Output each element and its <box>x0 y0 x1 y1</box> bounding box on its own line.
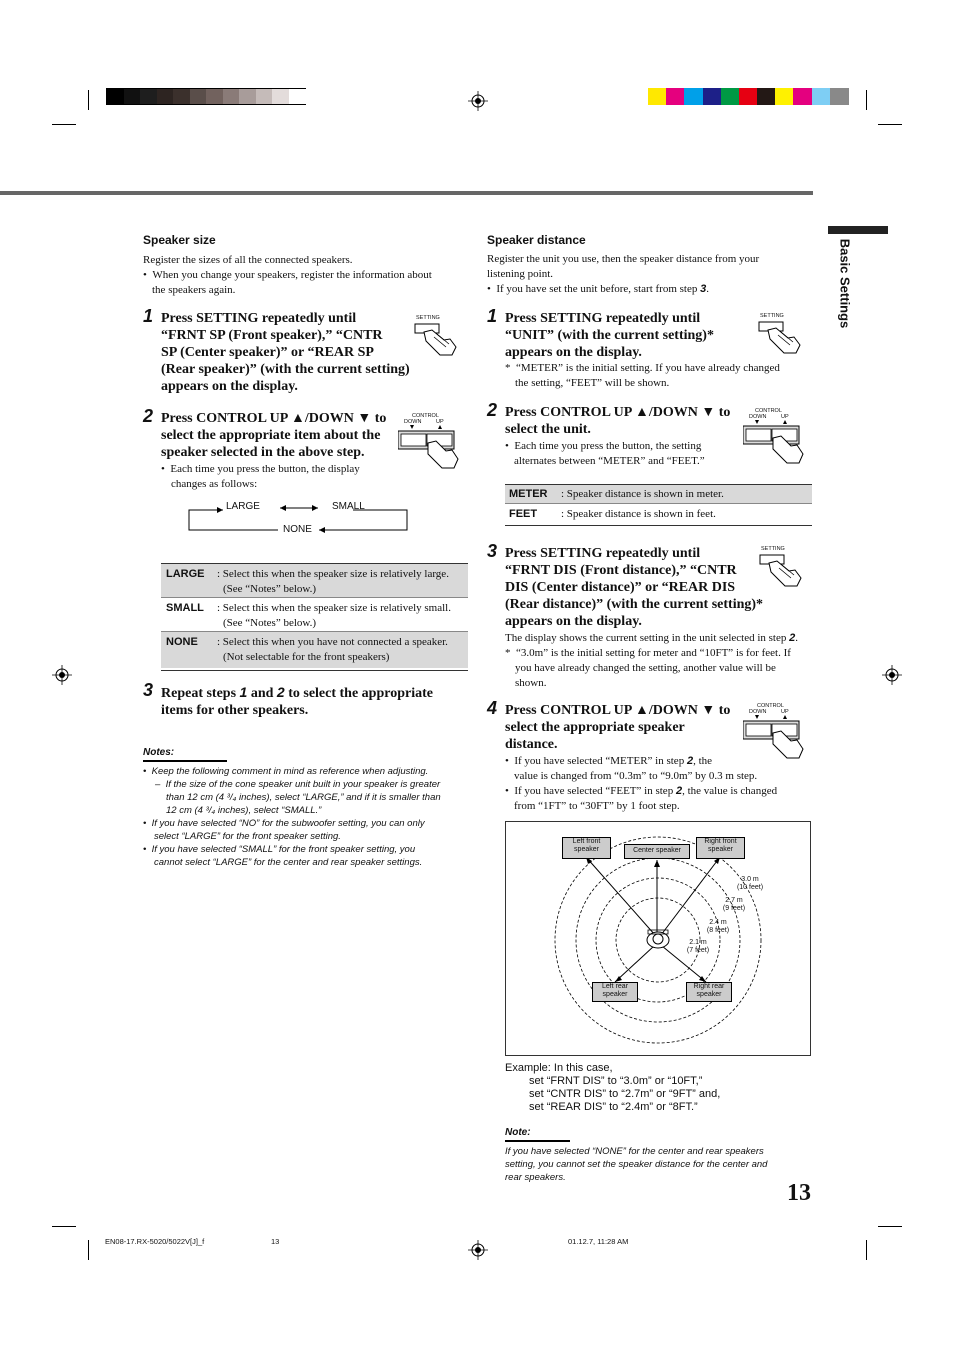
step-ref: 2 <box>675 785 683 797</box>
diagram-label: Right front speaker <box>704 838 737 853</box>
hand-press-icon <box>758 546 808 590</box>
row-text <box>217 635 467 665</box>
bullet-item: • If you have selected “METER” in step 2, the <box>505 755 713 767</box>
color-swatch <box>190 89 207 104</box>
distance-label <box>716 897 752 913</box>
diagram-label: Right rear speaker <box>693 983 725 998</box>
step-number: 3 <box>143 680 154 700</box>
bullet-item: • When you change your speakers, register the information about <box>143 269 432 281</box>
listener-icon <box>647 930 669 948</box>
crop-mark <box>88 90 89 110</box>
icon-label: CONTROL <box>757 703 784 709</box>
crop-mark <box>52 124 76 125</box>
step-number: 1 <box>487 306 498 326</box>
distance-value: (10 feet) <box>736 884 764 891</box>
step-line: Press CONTROL UP ▲/DOWN ▼ to <box>505 405 731 420</box>
step-line: “FRNT DIS (Front distance),” “CNTR <box>505 563 737 578</box>
row-line: (See “Notes” below.) <box>223 583 317 595</box>
diagram-label: Center speaker <box>633 847 681 854</box>
note-title: Note: <box>505 1127 531 1138</box>
page-number: 13 <box>787 1180 811 1206</box>
text-span: and <box>247 686 277 701</box>
asterisk-note <box>505 361 805 391</box>
step-ref: 2 <box>686 755 694 767</box>
note-text: setting, you cannot set the speaker distance for the center and <box>505 1159 768 1170</box>
header-rule <box>0 191 813 195</box>
distance-value: 2.7 m <box>725 897 743 904</box>
bullet-text: If you have selected “METER” in step <box>514 755 687 767</box>
flow-small: SMALL <box>332 501 365 512</box>
setting-button-icon <box>758 546 808 590</box>
distance-label <box>732 876 768 892</box>
icon-label: SETTING <box>761 546 785 552</box>
example-line: Example: In this case, <box>505 1062 613 1074</box>
speaker-distance-heading: Speaker distance <box>487 233 586 247</box>
bullet-text: from “1FT” to “30FT” by 1 foot step. <box>514 800 680 812</box>
row-line: : Select this when you have not connected a speaker. <box>217 636 448 648</box>
step-line: appears on the display. <box>505 614 642 629</box>
note-line: * “3.0m” is the initial setting for meter and “10FT” is for feet. If <box>505 647 791 659</box>
setting-button-icon <box>757 313 807 357</box>
icon-label: UP <box>781 709 789 715</box>
distance-value: 3.0 m <box>741 876 759 883</box>
step-line: Press SETTING repeatedly until <box>505 546 701 561</box>
color-swatch <box>124 89 141 104</box>
distance-value: (9 feet) <box>722 905 746 912</box>
step-line: distance. <box>505 737 558 752</box>
step-line: speaker selected in the above step. <box>161 445 365 460</box>
crop-mark <box>52 1226 76 1227</box>
note-text: than 12 cm (4 ³/₄ inches), select “LARGE,” and if it is smaller than <box>166 792 441 803</box>
diagram-label: Left front speaker <box>572 838 601 853</box>
bullet-text: changes as follows: <box>171 478 258 490</box>
row-key: FEET <box>509 508 538 520</box>
step-line: Press SETTING repeatedly until <box>505 311 701 326</box>
bullet-text: If you have selected “FEET” in step <box>514 785 676 797</box>
color-swatch <box>206 89 223 104</box>
note-text: 12 cm (4 ³/₄ inches), select “SMALL.” <box>166 805 322 816</box>
distance-value: (7 feet) <box>686 947 710 954</box>
crop-mark <box>878 1226 902 1227</box>
step-4-bullets <box>505 754 810 814</box>
color-swatch <box>721 88 740 105</box>
icon-label: SETTING <box>416 315 440 321</box>
bullet-text: When you change your speakers, register the information about <box>152 269 432 281</box>
speaker-size-intro: Register the sizes of all the connected speakers. <box>143 254 353 266</box>
bullet-text: If you have set the unit before, start from step <box>496 283 701 295</box>
icon-label: UP <box>781 414 789 420</box>
text-span: Repeat steps <box>161 686 240 701</box>
notes-title: Notes: <box>143 747 175 758</box>
color-swatch <box>812 88 831 105</box>
step-1-text <box>161 310 431 395</box>
note-text: If you have selected “SMALL” for the front speaker setting, you <box>151 844 416 855</box>
distance-label <box>680 939 716 955</box>
flow-none: NONE <box>283 524 312 535</box>
hand-press-icon <box>743 408 805 468</box>
left-rear-speaker <box>592 982 638 1002</box>
bullet-item: • If you have selected “FEET” in step 2, the value is changed <box>505 785 778 797</box>
color-swatch <box>666 88 685 105</box>
color-swatch <box>739 88 758 105</box>
footer-date: 01.12.7, 11:28 AM <box>568 1237 629 1246</box>
note-text: the setting, “FEET” will be shown. <box>515 377 670 389</box>
color-swatch <box>173 89 190 104</box>
step-line: select the unit. <box>505 422 591 437</box>
icon-label: CONTROL <box>412 413 439 419</box>
bullet-item: • Each time you press the button, the display <box>161 463 360 475</box>
intro-line: Register the unit you use, then the speaker distance from your <box>487 253 760 265</box>
step-line: select the appropriate item about the <box>161 428 381 443</box>
row-key: NONE <box>166 636 198 648</box>
hand-press-icon <box>410 315 460 359</box>
step-ref: 3 <box>700 283 707 295</box>
bullet-text: the speakers again. <box>152 284 236 296</box>
row-divider <box>161 631 468 632</box>
registration-mark-icon <box>52 665 72 685</box>
color-swatch <box>757 88 776 105</box>
step-line: Press CONTROL UP ▲/DOWN ▼ to <box>161 411 387 426</box>
note-text: shown. <box>515 677 547 689</box>
right-front-speaker <box>696 837 745 859</box>
icon-label: DOWN <box>749 709 767 715</box>
color-swatch <box>223 89 240 104</box>
row-line: (See “Notes” below.) <box>223 617 317 629</box>
crop-mark <box>878 124 902 125</box>
footer-file: EN08-17.RX-5020/5022V[J]_f <box>105 1237 205 1246</box>
step-3-desc <box>505 631 815 691</box>
control-button-icon <box>743 408 805 468</box>
unit-row-feet <box>509 507 537 522</box>
intro-line: listening point. <box>487 268 553 280</box>
note-item: • If you have selected “NO” for the subwoofer setting, you can only <box>143 818 425 829</box>
icon-label: SETTING <box>760 313 784 319</box>
note-item: – If the size of the cone speaker unit built in your speaker is greater <box>155 779 441 790</box>
note-text: If you have selected “NONE” for the center and rear speakers <box>505 1146 764 1157</box>
distance-value: 2.1 m <box>689 939 707 946</box>
notes-list <box>143 765 473 869</box>
note-line: * “METER” is the initial setting. If you have already changed <box>505 362 780 374</box>
color-swatch <box>239 89 256 104</box>
row-line: (Not selectable for the front speakers) <box>223 651 390 663</box>
bullet-text: , the value is changed <box>682 785 778 797</box>
example-line: set “CNTR DIS” to “2.7m” or “9FT” and, <box>529 1088 721 1100</box>
desc-line: The display shows the current setting in the unit selected in step 2. <box>505 632 798 644</box>
unit-row-meter <box>509 487 548 502</box>
side-tab-label: Basic Settings <box>837 238 853 329</box>
distance-step-3-text <box>505 545 785 630</box>
color-swatch <box>272 89 289 104</box>
step-line: Press SETTING repeatedly until <box>161 311 357 326</box>
color-swatch <box>830 88 849 105</box>
step-line: “UNIT” (with the current setting)* <box>505 328 714 343</box>
row-line: : Select this when the speaker size is relatively large. <box>217 568 449 580</box>
icon-label: DOWN <box>404 419 422 425</box>
note-text: “METER” is the initial setting. If you have already changed <box>516 362 780 374</box>
note-text: select “LARGE” for the front speaker setting. <box>154 831 341 842</box>
row-key: LARGE <box>166 568 205 580</box>
step-line: appears on the display. <box>505 345 642 360</box>
hand-press-icon <box>398 413 460 473</box>
crop-mark <box>866 1240 867 1260</box>
note-item: • If you have selected “SMALL” for the front speaker setting, you <box>143 844 416 855</box>
note-item: • Keep the following comment in mind as reference when adjusting. <box>143 766 429 777</box>
side-tab-bar <box>828 226 888 234</box>
step-line: (Rear distance)” (with the current setting)* <box>505 597 764 612</box>
color-swatch <box>157 89 174 104</box>
step-line: items for other speakers. <box>161 703 309 718</box>
distance-step-4-text <box>505 702 745 753</box>
color-swatch <box>256 89 273 104</box>
note-text: “3.0m” is the initial setting for meter and “10FT” is for feet. If <box>516 647 791 659</box>
bullet-item: • Each time you press the button, the setting <box>505 440 702 452</box>
color-bar-grays <box>106 88 306 105</box>
row-key: SMALL <box>166 602 204 614</box>
step-line: Press CONTROL UP ▲/DOWN ▼ to <box>505 703 731 718</box>
step-ref: 2 <box>276 684 285 700</box>
color-swatch <box>107 89 124 104</box>
registration-mark-icon <box>468 1240 488 1260</box>
row-divider <box>161 597 468 598</box>
color-swatch <box>289 89 306 104</box>
step-number: 2 <box>143 406 154 426</box>
size-row-large <box>166 567 205 582</box>
note-body <box>505 1145 815 1184</box>
registration-mark-icon <box>882 665 902 685</box>
step-2-text <box>161 410 401 461</box>
bullet-text: value is changed from “0.3m” to “9.0m” by 0.3 m step. <box>514 770 758 782</box>
notes-underline <box>143 760 227 762</box>
control-button-icon <box>398 413 460 473</box>
distance-step-2-text <box>505 404 745 438</box>
diagram-label: Left rear speaker <box>601 983 629 998</box>
step-number: 3 <box>487 541 498 561</box>
step-number: 1 <box>143 306 154 326</box>
bullet-text: , the <box>693 755 713 767</box>
crop-mark <box>866 90 867 110</box>
row-text <box>217 567 467 597</box>
distance-intro <box>487 252 759 282</box>
color-swatch <box>648 88 667 105</box>
step-line: appears on the display. <box>161 379 298 394</box>
color-swatch <box>775 88 794 105</box>
step-ref: 2 <box>789 632 796 644</box>
crop-mark <box>88 1240 89 1260</box>
distance-label <box>700 919 736 935</box>
hand-press-icon <box>757 313 807 357</box>
color-bar-brights <box>648 88 848 105</box>
footer-page: 13 <box>271 1237 280 1246</box>
bullet-text: Each time you press the button, the setting <box>514 440 702 452</box>
step-number: 2 <box>487 400 498 420</box>
step-3-text <box>161 684 461 719</box>
row-text: : Speaker distance is shown in meter. <box>561 488 724 500</box>
distance-value: 2.4 m <box>709 919 727 926</box>
row-key: METER <box>509 488 548 500</box>
speaker-layout-diagram <box>505 821 811 1056</box>
step-line: “FRNT SP (Front speaker),” “CNTR <box>161 328 383 343</box>
row-text <box>217 601 467 631</box>
step-line <box>161 684 461 702</box>
size-row-small <box>166 601 204 616</box>
icon-label: UP <box>436 419 444 425</box>
note-text: rear speakers. <box>505 1172 566 1183</box>
row-text: : Speaker distance is shown in feet. <box>561 508 716 520</box>
row-line: : Select this when the speaker size is relatively small. <box>217 602 451 614</box>
distance-step-1-text <box>505 310 755 361</box>
distance-value: (8 feet) <box>706 927 730 934</box>
size-row-none <box>166 635 198 650</box>
step-number: 4 <box>487 698 498 718</box>
flow-arrows <box>185 500 411 536</box>
step-line: DIS (Center distance)” or “REAR DIS <box>505 580 736 595</box>
desc-text: The display shows the current setting in the unit selected in step <box>505 632 790 644</box>
text-span: to select the appropriate <box>284 686 433 701</box>
note-text: cannot select “LARGE” for the center and rear speaker settings. <box>154 857 423 868</box>
flow-large: LARGE <box>226 501 260 512</box>
setting-button-icon <box>410 315 460 359</box>
registration-mark-icon <box>468 91 488 111</box>
example-text <box>505 1062 720 1114</box>
note-underline <box>505 1140 570 1142</box>
step-line: SP (Center speaker)” or “REAR SP <box>161 345 374 360</box>
step-line: (Rear speaker)” (with the current setting) <box>161 362 410 377</box>
bullet-item: • If you have set the unit before, start from step 3. <box>487 283 709 295</box>
color-swatch <box>140 89 157 104</box>
left-front-speaker <box>562 837 611 859</box>
icon-label: CONTROL <box>755 408 782 414</box>
color-swatch <box>703 88 722 105</box>
center-speaker <box>624 844 690 859</box>
note-text: you have already changed the setting, another value will be <box>515 662 776 674</box>
example-line: set “FRNT DIS” to “3.0m” or “10FT,” <box>529 1075 703 1087</box>
bullet-text: alternates between “METER” and “FEET.” <box>514 455 705 467</box>
example-line: set “REAR DIS” to “2.4m” or “8FT.” <box>529 1101 698 1113</box>
note-text: If the size of the cone speaker unit built in your speaker is greater <box>165 779 441 790</box>
step-ref: 1 <box>239 684 248 700</box>
color-swatch <box>684 88 703 105</box>
right-rear-speaker <box>686 982 732 1002</box>
row-divider <box>505 503 812 504</box>
color-swatch <box>793 88 812 105</box>
speaker-size-heading: Speaker size <box>143 233 216 247</box>
bullet-text: Each time you press the button, the display <box>170 463 360 475</box>
icon-label: DOWN <box>749 414 767 420</box>
note-text: If you have selected “NO” for the subwoofer setting, you can only <box>151 818 425 829</box>
step-line: select the appropriate speaker <box>505 720 685 735</box>
note-text: Keep the following comment in mind as reference when adjusting. <box>151 766 429 777</box>
